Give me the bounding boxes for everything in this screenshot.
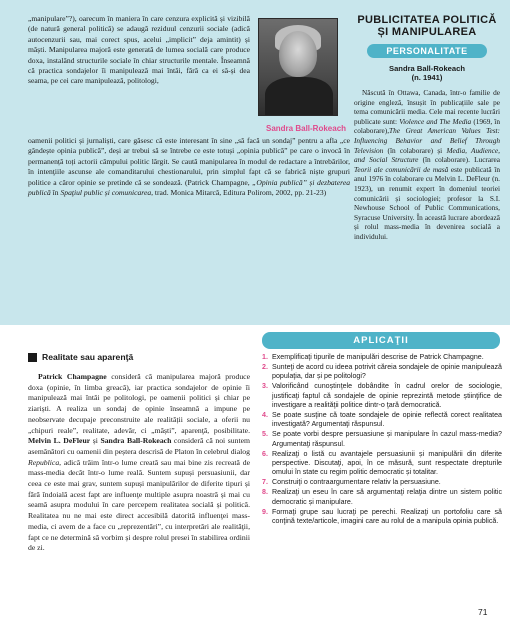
citation-in: în: [50, 188, 61, 198]
list-item: [262, 411, 502, 430]
item-number: 2.: [262, 362, 268, 371]
name-defleur: Melvin L. DeFleur: [28, 436, 91, 446]
person-years: (n. 1941): [411, 73, 443, 82]
item-number: 1.: [262, 353, 268, 361]
item-text: Realizaţi un eseu în care să argumentaţi relaţia dintre un sistem politic democratic și manipulare.: [272, 488, 502, 506]
photo-face: [279, 31, 317, 77]
photo-body: [265, 77, 333, 116]
list-item: [262, 478, 502, 487]
bio-text-4: (în colaborare). Lucrarea: [418, 155, 501, 165]
person-bio: [354, 88, 500, 242]
citation-book: Spaţiul public și comunicarea: [60, 188, 152, 198]
item-text: Construiţi o contraargumentare relativ la persuasiune.: [272, 478, 441, 487]
list-item: [262, 363, 502, 382]
page-number: 71: [478, 607, 488, 617]
photo-caption: Sandra Ball-Rokeach: [266, 124, 347, 133]
realitate-heading: [28, 352, 133, 362]
item-number: 5.: [262, 430, 268, 439]
realitate-body: [28, 372, 250, 554]
aplicatii-list: [262, 353, 502, 527]
square-bullet-icon: [28, 353, 37, 362]
aplicatii-header: APLICAŢII: [262, 332, 500, 349]
main-text-wide: [28, 136, 350, 198]
citation-title: „Opinia publică” și dezbaterea publică: [28, 177, 350, 198]
person-name: Sandra Ball-Rokeach: [389, 64, 465, 73]
bio-text-2: (1969, în colaborare),: [354, 116, 500, 136]
main-paragraph-wide: oamenii politici și jurnaliști, care găsesc că este interesant în sine „să facă un sondaj” pentru a afla „ce gândește opinia publică”, deși ar trebui să se întrebe ce este totuși „opinia publică” pe care o invocă în permanență toți actorii câmpului politic lărgit. Se caută manipularea în modul de redactare a întrebărilor, în intenţiile ascunse ale comanditarului chestionarului, prin simplul fapt că se fabrică niște grupuri politice a căror opinie se pretinde că se sondează. (Patrick Champagne,: [28, 136, 350, 187]
name-ball-rokeach: Sandra Ball-Rokeach: [100, 436, 172, 446]
personality-sidebar: [354, 14, 500, 242]
section-title: [354, 14, 500, 38]
item-text: Se poate susţine că toate sondajele de opinie reflectă corect realitatea investigată? Argumentaţi răspunsul.: [272, 410, 502, 429]
item-text: Realizaţi o listă cu avantajele persuasiunii și manipulării din diferite perspective. Discutaţi, apoi, în ce măsură, sunt respectate drepturile omului în state cu regim politic democratic și totalitar.: [272, 449, 502, 477]
item-number: 3.: [262, 382, 268, 391]
section-title-line1: PUBLICITATEA POLITICĂ: [357, 14, 497, 26]
republica-title: Republica: [28, 457, 60, 467]
bio-book-1: Violence and The Media: [399, 116, 472, 126]
list-item: [262, 353, 502, 362]
main-text-narrow: [28, 14, 250, 87]
personality-label: PERSONALITATE: [367, 44, 487, 58]
item-number: 6.: [262, 449, 268, 458]
item-number: 9.: [262, 507, 268, 516]
item-number: 7.: [262, 478, 268, 487]
section-title-line2: ȘI MANIPULAREA: [377, 26, 477, 38]
list-item: [262, 450, 502, 478]
item-number: 4.: [262, 410, 268, 419]
bio-book-3: Media, Audience, and Social Structure: [354, 145, 500, 165]
list-item: [262, 430, 502, 449]
item-text: Formaţi grupe sau lucraţi pe perechi. Realizaţi un portofoliu care să conţină texte/articole, imagini care au rolul de a manipula opinia publică.: [272, 507, 502, 525]
item-number: 8.: [262, 488, 268, 497]
portrait-photo: [258, 18, 338, 116]
item-text: Se poate vorbi despre persuasiune și manipulare în cazul mass-media? Argumentaţi răspunsul.: [272, 430, 502, 448]
list-item: [262, 382, 502, 410]
name-champagne: Patrick Champagne: [38, 372, 107, 381]
bio-text-5: este publicată în anul 1976 în colaborare cu Melvin L. DeFleur (n. 1923), un renumit expert în domeniul teoriei comunicării și sociologiei; profesor la S.I. Newhouse School of Public Communications, Syracuse University. În această lucrare abordează și rolul mass-media în devenirea socială a individului.: [354, 164, 500, 241]
item-text: Sunteţi de acord cu ideea potrivit căreia sondajele de opinie manipulează populaţia, dar și pe politologi?: [272, 362, 502, 381]
main-paragraph-top: „manipulare”?), oarecum în maniera în care cenzura explicită și vizibilă (de natură general politică) se adaugă reziduul cenzurii sociale (adică autocenzurii sau, mai corect spus, acelui „implicit” deja amintit) și măști. Manipularea majoră este generată de lumea socială care produce doxa, instalând structurile sociale în chiar structurile mentale. Înseamnă că practica sondajelor îi manipulează mai întâi, fără ca ei să-și dea seama, pe cei care manipulează, politologi,: [28, 14, 250, 86]
item-text: Exemplificaţi tipurile de manipulări descrise de Patrick Champagne.: [272, 353, 484, 361]
item-text: Valorificând cunoștinţele dobândite în cadrul orelor de sociologie, justificaţi faptul că sondajele de opinie reprezintă metode știinţifice de investigare a realităţii politice dintr-o ţară democratică.: [272, 382, 502, 410]
bio-book-2: The Great American Values Test: Influencing Behavior and Belief Through Television: [354, 126, 500, 155]
bio-text-1: Născută în Ottawa, Canada, într-o familie de origine engleză, însușit în publicațiile sale pe tema comunicării media. Cele mai recente lucrări publicate sunt:: [354, 88, 500, 126]
realitate-text-2: și: [90, 436, 101, 446]
bio-book-4: Teorii ale comunicării de masă: [354, 164, 449, 174]
list-item: [262, 488, 502, 507]
realitate-text-3: consideră că noi suntem asemănători cu oamenii din peștera descrisă de Platon în celebrul dialog: [28, 436, 250, 456]
realitate-heading-text: Realitate sau aparenţă: [42, 352, 134, 362]
realitate-text-1: consideră că manipularea majoră produce doxa (opinie, în limba greacă), iar practica sondajelor de opinie îi manipulează mai întâi pe politologi, pe oamenii politici și chiar pe ziariști. A realiza un sondaj de opinie înseamnă a impune pe neobservate decupaje preconstruite ale realității sociale, a oferii nu „chipuri reale”, realitate, adevăr, ci „măști”, aparenţă, posibilitate.: [28, 372, 250, 435]
bio-text-3: (în colaborare) și: [383, 145, 447, 155]
list-item: [262, 508, 502, 527]
realitate-text-4: , adică trăim într-o lume creată sau mai bine zis recreată de mass-media decât într-o lume reală. Suntem supuși persuasiunii, dar ceea ce este mai grav, suntem supuși manipulărilor de diferite tipuri și fără îndoială acest fapt are influenţe multiple asupra noastră și mai cu seamă asupra modului în care percepem realitatea socială și politică. Realitatea nu ne mai este direct accesibilă datorită influenţei mass-media, ci avem de a face cu „reprezentări”, cu interpretări ale realităţii, fapt ce ne determină să vorbim și despre rolul presei în stabilirea ordinii de zi.: [28, 457, 250, 553]
citation-rest: , trad. Monica Mitarcă, Editura Polirom, 2002, pp. 21-23): [151, 188, 327, 198]
